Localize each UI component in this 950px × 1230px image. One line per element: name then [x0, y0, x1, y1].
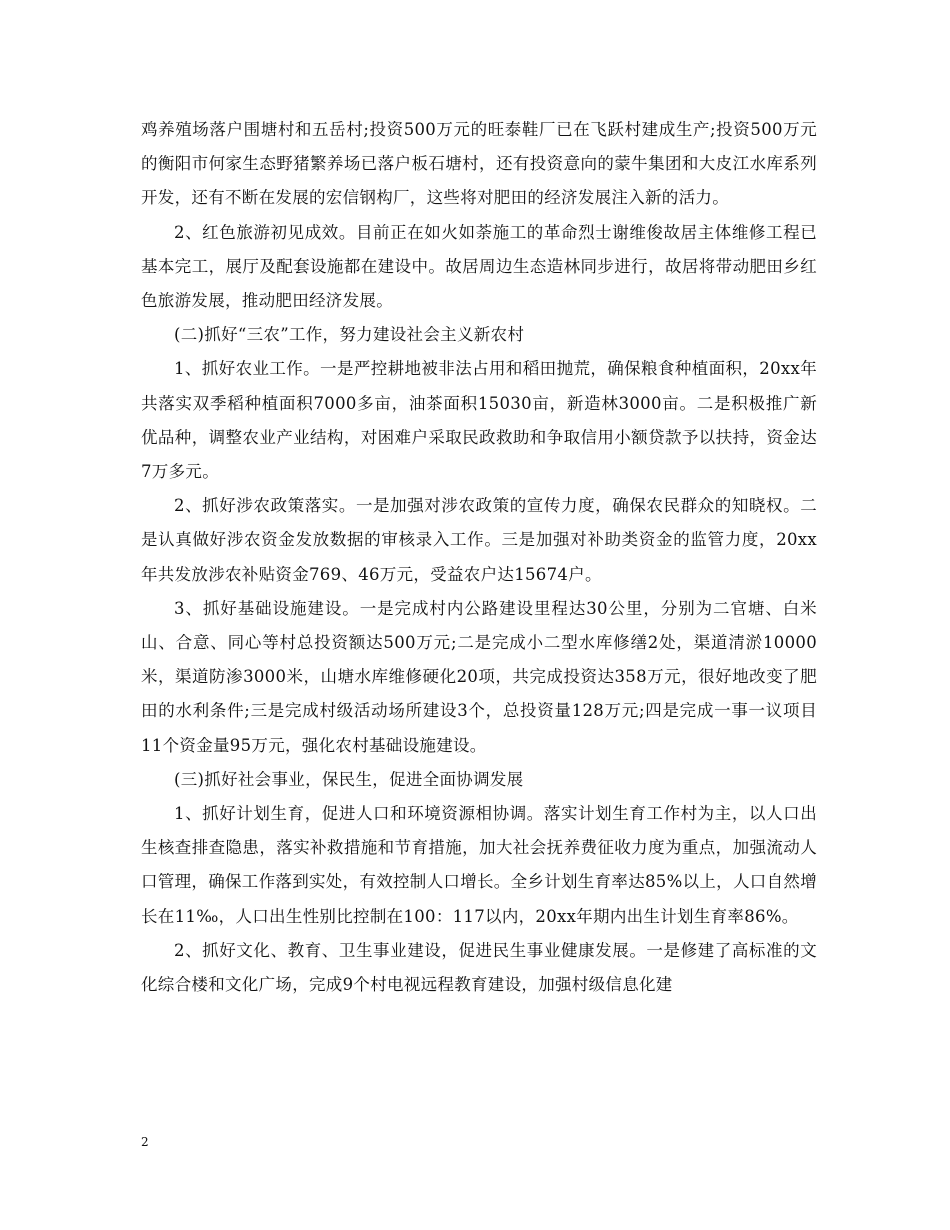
paragraph-3: 1、抓好农业工作。一是严控耕地被非法占用和稻田抛荒，确保粮食种植面积，20xx年共落实双季稻种植面积7000多亩，油茶面积15030亩，新造林3000亩。二是积极推广新优品种，调整农业产业结构，对困难户采取民政救助和争取信用小额贷款予以扶持，资金达7万多元。	[141, 359, 817, 482]
paragraph-2: 2、红色旅游初见成效。目前正在如火如荼施工的革命烈士谢维俊故居主体维修工程已基本完工，展厅及配套设施都在建设中。故居周边生态造林同步进行，故居将带动肥田乡红色旅游发展，推动肥田经济发展。	[141, 222, 817, 311]
paragraph-1: 鸡养殖场落户围塘村和五岳村;投资500万元的旺泰鞋厂已在飞跃村建成生产;投资500万元的衡阳市何家生态野猪繁养场已落户板石塘村，还有投资意向的蒙牛集团和大皮江水库系列开发，还有不断在发展的宏信钢构厂，这些将对肥田的经济发展注入新的活力。	[141, 120, 817, 208]
section-heading-3: (三)抓好社会事业，保民生，促进全面协调发展	[174, 769, 524, 789]
section-heading-2: (二)抓好“三农”工作，努力建设社会主义新农村	[174, 325, 525, 345]
paragraph-4: 2、抓好涉农政策落实。一是加强对涉农政策的宣传力度，确保农民群众的知晓权。二是认真做好涉农资金发放数据的审核录入工作。三是加强对补助类资金的监管力度，20xx年共发放涉农补贴资金769、46万元，受益农户达15674户。	[141, 496, 817, 584]
paragraph-6: 1、抓好计划生育，促进人口和环境资源相协调。落实计划生育工作村为主，以人口出生核查排查隐患，落实补救措施和节育措施，加大社会抚养费征收力度为重点，加强流动人口管理，确保工作落到实处，有效控制人口增长。全乡计划生育率达85%以上，人口自然增长在11‰，人口出生性别比控制在100：117以内，20xx年期内出生计划生育率86%。	[141, 804, 817, 926]
body-text	[141, 113, 817, 1002]
page-number: 2	[141, 1135, 149, 1149]
paragraph-7: 2、抓好文化、教育、卫生事业建设，促进民生事业健康发展。一是修建了高标准的文化综合楼和文化广场，完成9个村电视远程教育建设，加强村级信息化建	[141, 940, 817, 995]
paragraph-5: 3、抓好基础设施建设。一是完成村内公路建设里程达30公里，分别为二官塘、白米山、合意、同心等村总投资额达500万元;二是完成小二型水库修缮2处，渠道清淤10000米，渠道防渗3000米，山塘水库维修硬化20项，共完成投资达358万元，很好地改变了肥田的水利条件;三是完成村级活动场所建设3个，总投资量128万元;四是完成一事一议项目11个资金量95万元，强化农村基础设施建设。	[141, 598, 817, 755]
